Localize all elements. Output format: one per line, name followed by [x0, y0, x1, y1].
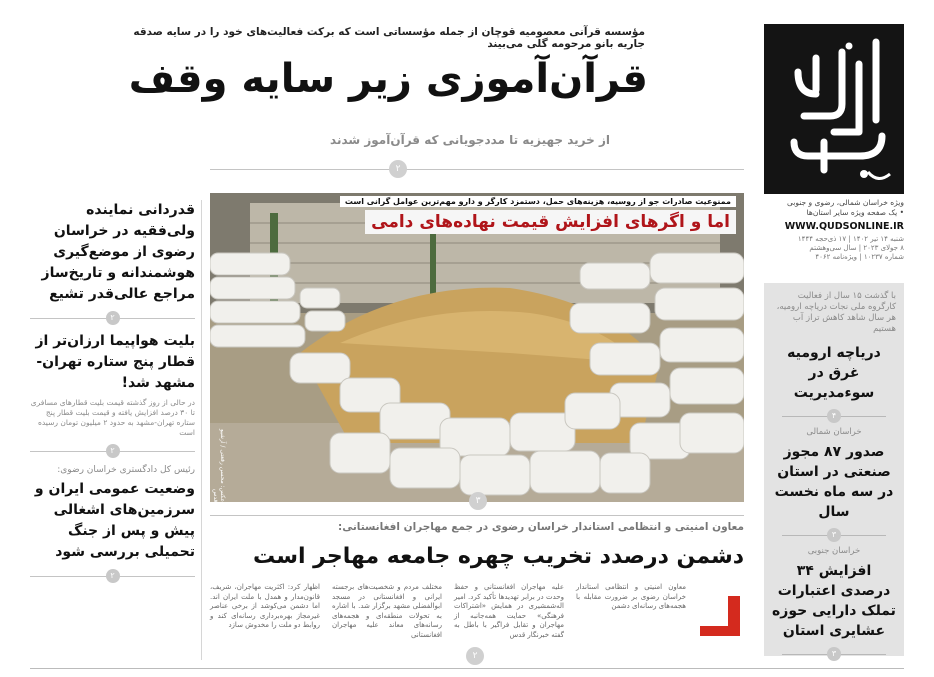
column-divider — [201, 200, 202, 660]
page-ref: ۳ — [772, 528, 896, 542]
page-ref: ۲ — [30, 311, 195, 325]
left-column — [30, 200, 195, 589]
story-kicker: خراسان شمالی — [806, 427, 862, 437]
story-summary: با گذشت ۱۵ سال از فعالیت کارگروه ملی نجات دریاچه ارومیه، هر سال شاهد کاهش تراز آب هستیم — [776, 291, 896, 334]
headline-intro: مؤسسه قرآنی معصومیه قوچان از جمله مؤسساتی است که برکت فعالیت‌های خود را در سایه صدقه جاریه بانو مرحومه گلی می‌بیند — [133, 26, 645, 50]
date-line-2: ۸ جولای ۲۰۲۳ | سال سی‌وهشتم — [809, 244, 904, 252]
main-headline[interactable]: قرآن‌آموزی زیر سایه وقف — [128, 56, 648, 102]
photo-headline[interactable]: اما و اگرهای افزایش قیمت نهاده‌های دامی — [365, 210, 736, 234]
divider — [210, 169, 744, 170]
warehouse-illustration — [210, 193, 744, 502]
page-ref: ۴ — [772, 409, 896, 423]
feed-sacks-photo — [210, 193, 744, 502]
date-line: شنبه ۱۴ تیر ۱۴۰۲ | ۱۷ ذی‌حجه ۱۴۴۴ — [797, 235, 904, 243]
masthead-tagline-2: • یک صفحه ویژه سایر استان‌ها — [806, 208, 904, 217]
photo-kicker: ممنوعیت صادرات جو از روسیه، هزینه‌های حمل، دستمزد کارگر و دارو مهم‌ترین عوامل گرانی است — [340, 196, 736, 207]
story-headline-permits[interactable]: صدور ۸۷ مجوز صنعتی در استان در سه ماه نخست سال — [774, 444, 894, 520]
page-ref: ۳ — [772, 647, 896, 661]
story-kicker: خراسان جنوبی — [807, 546, 861, 556]
masthead-info — [764, 198, 904, 262]
bottom-kicker: معاون امنیتی و انتظامی استاندار خراسان رضوی در جمع مهاجران افغانستانی: — [338, 521, 744, 533]
photo-credit: عکس: محسن رفعتی / آرشیو قدس — [212, 428, 226, 502]
bottom-rule — [30, 668, 904, 669]
body-column: اظهار کرد: اکثریت مهاجران، شریف، قانون‌مدار و همدل با ملت ایران اند. اما دشمن می‌کوشد از برخی عناصر غیرمجاز بهره‌برداری رسانه‌ای کند و روابط دو ملت را مخدوش سازد — [210, 583, 320, 629]
page-ref: ۳ — [469, 492, 487, 510]
page-ref: ۲ — [389, 160, 407, 178]
page-ref: ۲ — [30, 569, 195, 583]
headline-subtitle: از خرید جهیزیه تا مددجویانی که قرآن‌آموز شدند — [330, 133, 610, 147]
story-headline-ticket[interactable]: بلیت هواپیما ارزان‌تر از قطار پنج ستاره تهران-مشهد شد! — [35, 333, 195, 391]
bottom-body — [210, 583, 686, 640]
body-column: مختلف مردم و شخصیت‌های برجسته ایرانی و افغانستانی در مسجد ابوالفضلی مشهد برگزار شد. با اشاره به تحولات منطقه‌ای و هجمه‌های رسانه‌های معاند علیه مهاجران افغانستانی — [332, 583, 442, 639]
story-headline-judiciary[interactable]: وضعیت عمومی ایران و سرزمین‌های اشغالی پیش و پس از جنگ تحمیلی بررسی شود — [34, 481, 195, 560]
masthead-tagline: ویژه خراسان شمالی، رضوی و جنوبی — [787, 198, 904, 207]
body-column: علیه مهاجران افغانستانی و حفظ وحدت در برابر تهدیدها تأکید کرد. امیر اله‌شمشیری در همایش «اشتراکات فرهنگی» حمایت همه‌جانبه از مهاجران و تقابل فراگیر با باطل به گفته خبرنگار قدس — [454, 583, 564, 639]
story-kicker: رئیس کل دادگستری خراسان رضوی: — [57, 465, 195, 475]
issue-number: شماره ۱۰۲۳۷ | ویژه‌نامه ۴۰۶۲ — [815, 253, 904, 261]
right-sidebar — [764, 283, 904, 656]
khorasan-logo-graphic — [764, 24, 904, 194]
masthead-logo — [764, 24, 904, 194]
page-ref: ۲ — [466, 647, 484, 665]
story-headline-cleric[interactable]: قدردانی نماینده ولی‌فقیه در خراسان رضوی از موضع‌گیری هوشمندانه و تاریخ‌ساز مراجع عالی‌قدر تشیع — [41, 202, 195, 302]
divider — [210, 515, 744, 516]
story-summary: در حالی از روز گذشته قیمت بلیت قطارهای مسافری تا ۳۰ درصد افزایش یافته و قیمت بلیت قطار پنج ستاره تهران-مشهد به حدود ۲ میلیون تومان رسیده است — [30, 398, 195, 437]
red-corner-mark — [700, 596, 744, 636]
page-ref: ۲ — [30, 444, 195, 458]
bottom-headline[interactable]: دشمن درصدد تخریب چهره جامعه مهاجر است — [253, 544, 744, 569]
website-link[interactable]: WWW.QUDSONLINE.IR — [784, 221, 904, 232]
body-column: معاون امنیتی و انتظامی استاندار خراسان رضوی بر ضرورت مقابله با هجمه‌های رسانه‌ای دشمن — [576, 583, 686, 610]
story-headline-nomads[interactable]: افزایش ۳۴ درصدی اعتبارات تملک دارایی حوزه عشایری استان — [772, 563, 896, 639]
story-headline-urmia[interactable]: دریاچه ارومیه غرق در سوءمدیریت — [787, 345, 881, 401]
